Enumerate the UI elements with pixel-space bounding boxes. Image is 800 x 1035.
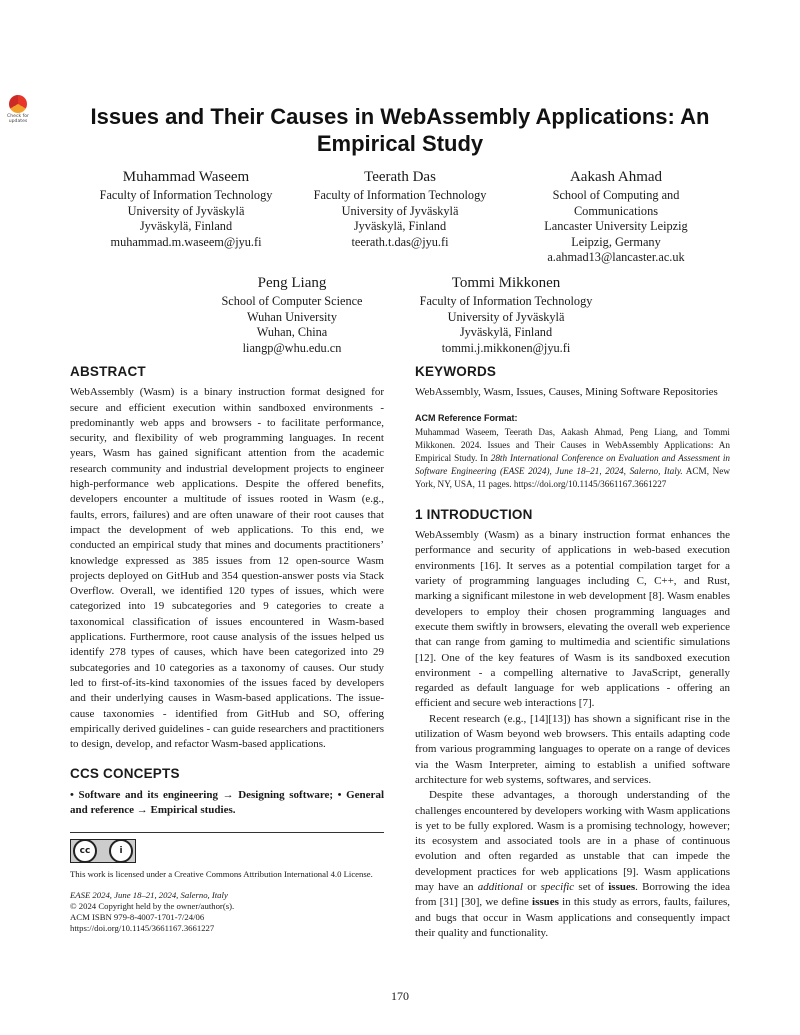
by-icon: i xyxy=(109,839,133,863)
author-email: teerath.t.das@jyu.fi xyxy=(351,234,449,249)
intro-heading: 1 INTRODUCTION xyxy=(415,506,533,522)
crossmark-icon xyxy=(9,95,27,113)
author-block: Aakash Ahmad School of Computing and Communications Lancaster University Leipzig Leipzig, Germany a.ahmad13@lancaster.ac.uk xyxy=(518,168,714,266)
author-email: tommi.j.mikkonen@jyu.fi xyxy=(441,340,571,355)
author-block: Teerath Das Faculty of Information Technology University of Jyväskylä Jyväskylä, Finland teerath.t.das@jyu.fi xyxy=(302,168,498,250)
abstract-heading: ABSTRACT xyxy=(70,364,146,379)
author-email: muhammad.m.waseem@jyu.fi xyxy=(110,234,262,249)
paper-title: Issues and Their Causes in WebAssembly Applications: An Empirical Study xyxy=(90,104,710,156)
right-column xyxy=(415,364,730,941)
intro-paragraph: Despite these advantages, a thorough understanding of the challenges encountered by developers working with Wasm applications is yet to be fully explored. Wasm is a promising technology, however; its ecosystem and associated tools are in a phase of continuous evolution and often regarded as unstable that can impede the development practices for web applications [9]. Wasm applications may have an additional or specific set of issues. Borrowing the idea from [31] [30], we define issues in this study as errors, faults, failures, and bugs that occur in Wasm applications and consequently impact their quality and functionality. xyxy=(415,789,730,939)
cc-by-license-logo[interactable] xyxy=(70,839,136,863)
badge-label: Check for updates xyxy=(7,114,29,124)
intro-paragraph: WebAssembly (Wasm) as a binary instruction format enhances the performance and security of applications in web-based execution environments [16]. It serves as a potential compilation target for a variety of programming languages including C, C++, and Rust, marking a significant milestone in web development [8]. Wasm enables developers to employ their chosen programming languages and execute them swiftly in browsers, elevating the overall web experience that can range from gaming to multimedia and scientific simulations [12]. One of the key features of Wasm is its sandboxed execution environment - a compelling alternative to JavaScript, generally regarded as default language for web applications - offering an efficient and secure web interactions [7]. xyxy=(415,529,730,710)
acm-ref-heading: ACM Reference Format: xyxy=(415,412,518,423)
author-name: Muhammad Waseem xyxy=(122,169,250,185)
keywords-text: WebAssembly, Wasm, Issues, Causes, Mining Software Repositories xyxy=(415,386,718,399)
author-name: Peng Liang xyxy=(257,275,327,291)
footnote-rule xyxy=(70,832,384,833)
conference-venue: EASE 2024, June 18–21, 2024, Salerno, Italy xyxy=(70,890,228,901)
acm-ref-text: Muhammad Waseem, Teerath Das, Aakash Ahmad, Peng Liang, and Tommi Mikkonen. 2024. Issues and Their Causes in WebAssembly Applications: An Empirical Study. In 28th International Conference on Evaluation and Assessment in Software Engineering (EASE 2024), June 18–21, 2024, Salerno, Italy. ACM, New York, NY, USA, 11 pages. https://doi.org/10.1145/3661167.3661227 xyxy=(415,426,730,489)
page-number: 170 xyxy=(391,989,409,1003)
author-block: Peng Liang School of Computer Science Wuhan University Wuhan, China liangp@whu.edu.cn xyxy=(194,274,390,356)
author-email: liangp@whu.edu.cn xyxy=(242,340,342,355)
cc-icon: cc xyxy=(73,839,97,863)
author-email: a.ahmad13@lancaster.ac.uk xyxy=(547,250,685,265)
copyright-line: © 2024 Copyright held by the owner/author(s). xyxy=(70,901,235,912)
left-column xyxy=(70,364,384,934)
isbn-line: ACM ISBN 979-8-4007-1701-7/24/06 xyxy=(70,912,205,923)
author-name: Tommi Mikkonen xyxy=(451,275,561,291)
abstract-text: WebAssembly (Wasm) is a binary instruction format designed for secure and efficient execution within sandboxed environments - predominantly web apps and browsers - to facilitate performance, security, and flexibility of web programming languages. In recent years, Wasm has gained significant attention from the academic research community and industrial development projects to engineer high-performance web applications. Despite the offered benefits, developers encounter a multitude of issues rooted in Wasm (e.g., faults, errors, failures) and are often unaware of their root causes that impact the development of web applications. To this end, we conducted an empirical study that mines and documents practitioners’ knowledge expressed as 385 issues from 12 open-source Wasm projects deployed on GitHub and 354 question-answer posts via Stack Overflow. Overall, we identified 120 types of issues, which were categorized into 19 subcategories and 9 categories to create a taxonomical classification of issues encountered in Wasm-based applications. Furthermore, root cause analysis of the issues helped us identify 278 types of causes, which have been categorized into 29 subcategories and 10 categories as a taxonomy of causes. Our study led to first-of-its-kind taxonomies of the issues faced by developers and their underlying causes in Wasm-based applications. The issue-cause taxonomies - identified from GitHub and SO, offering empirically derived guidelines - can guide researchers and practitioners to design, develop, and refactor Wasm-based applications. xyxy=(70,386,384,751)
doi-link[interactable]: https://doi.org/10.1145/3661167.3661227 xyxy=(70,923,215,934)
ccs-text: • Software and its engineering → Designing software; • General and reference → Empirical studies. xyxy=(70,788,384,817)
author-name: Teerath Das xyxy=(364,169,436,185)
ccs-heading: CCS CONCEPTS xyxy=(70,766,180,782)
author-block: Tommi Mikkonen Faculty of Information Technology University of Jyväskylä Jyväskylä, Finland tommi.j.mikkonen@jyu.fi xyxy=(408,274,604,356)
author-block: Muhammad Waseem Faculty of Information Technology University of Jyväskylä Jyväskylä, Finland muhammad.m.waseem@jyu.fi xyxy=(88,168,284,250)
check-for-updates-badge[interactable] xyxy=(2,95,34,129)
author-name: Aakash Ahmad xyxy=(569,169,663,185)
license-text: This work is licensed under a Creative Commons Attribution International 4.0 License. xyxy=(70,869,373,880)
keywords-heading: KEYWORDS xyxy=(415,364,497,379)
intro-paragraph: Recent research (e.g., [14][13]) has shown a significant rise in the utilization of Wasm beyond web browsers. This entails adapting code from various programming languages to operate on a range of devices via the Wasm Interpreter, aiming to establish a unified software architecture for web systems, softwares, and services. xyxy=(415,712,730,786)
